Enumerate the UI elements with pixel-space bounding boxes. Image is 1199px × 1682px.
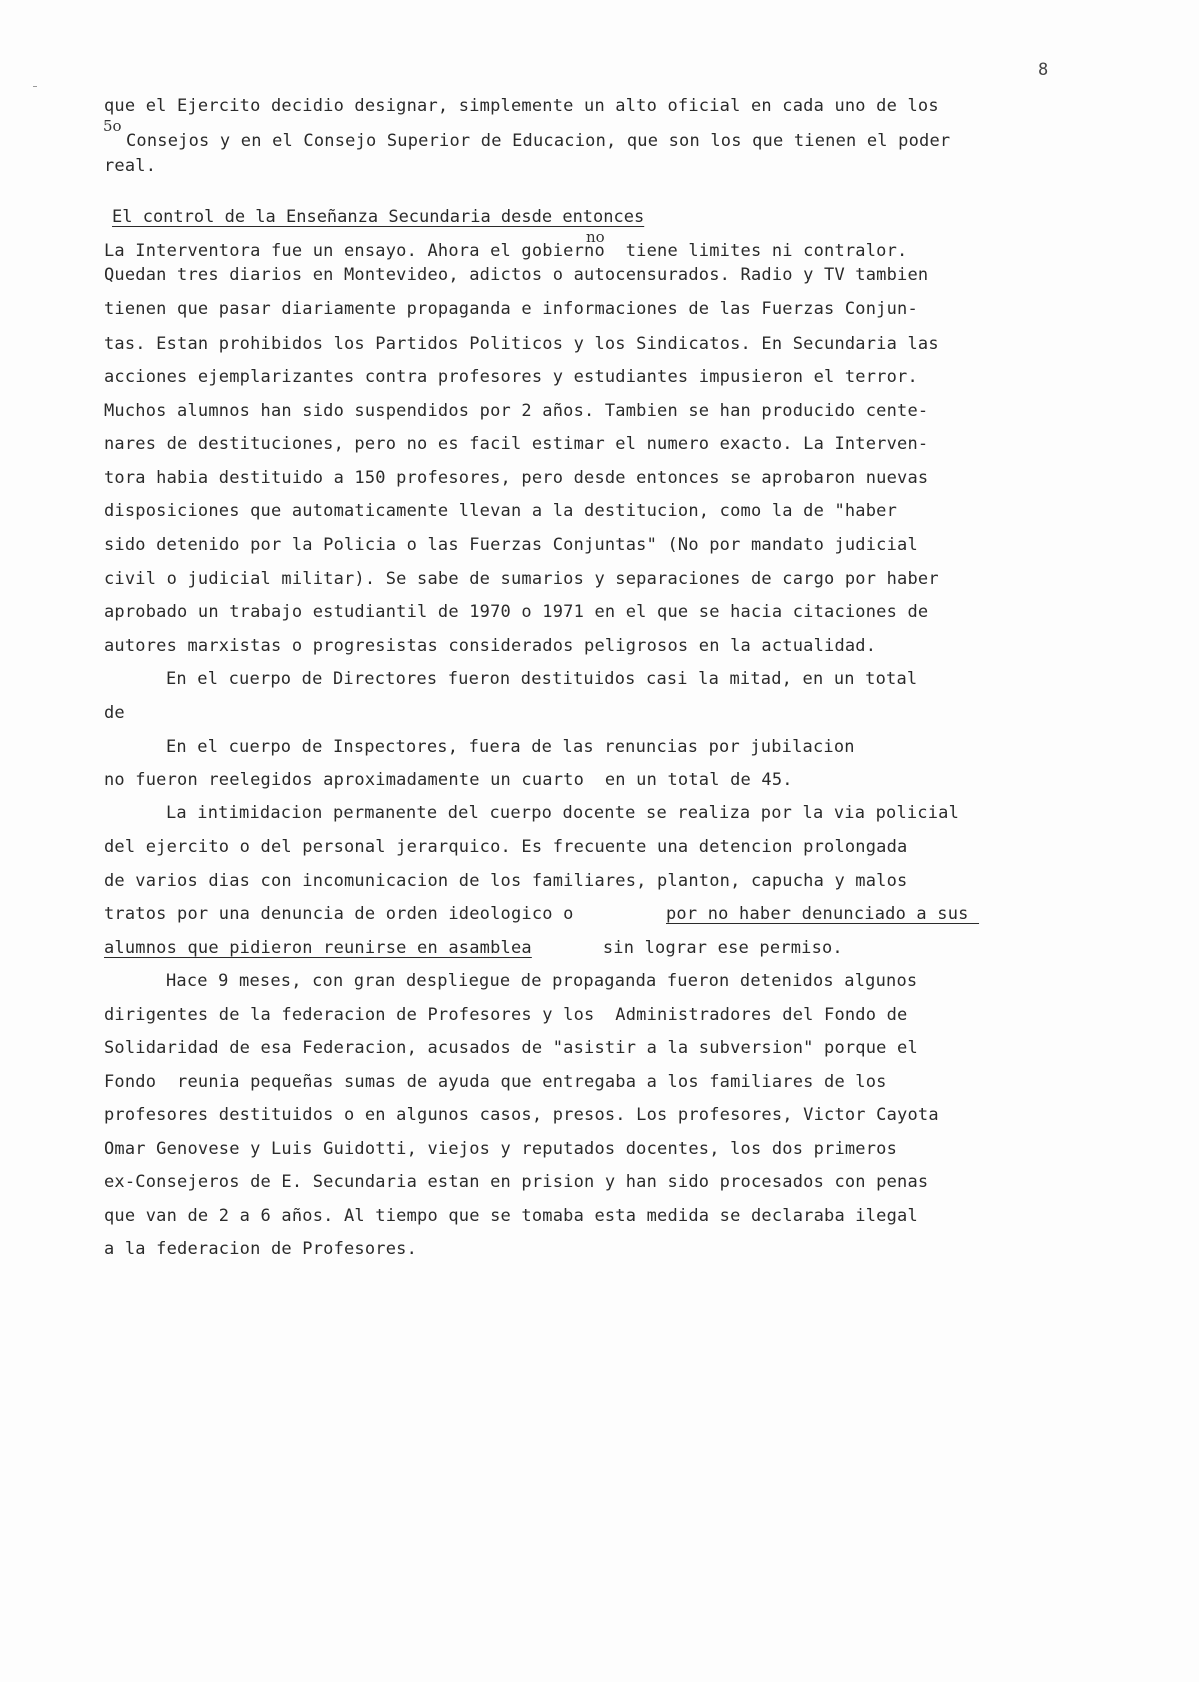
text-line: no fueron reelegidos aproximadamente un cuarto en un total de 45.	[104, 770, 793, 790]
text-line: del ejercito o del personal jerarquico. Es frecuente una detencion prolongada	[104, 837, 908, 857]
text-line: Solidaridad de esa Federacion, acusados de "asistir a la subversion" porque el	[104, 1038, 918, 1058]
text-line: de varios dias con incomunicacion de los familiares, planton, capucha y malos	[104, 871, 908, 891]
text-line: disposiciones que automaticamente llevan a la destitucion, como la de "haber	[104, 501, 898, 521]
text-line: En el cuerpo de Directores fueron destituidos casi la mitad, en un total	[166, 669, 918, 689]
text-line: Consejos y en el Consejo Superior de Educacion, que son los que tienen el poder	[126, 131, 951, 151]
underlined-text: alumnos que pidieron reunirse en asamblea	[104, 938, 532, 958]
text-line: que el Ejercito decidio designar, simplemente un alto oficial en cada uno de los	[104, 96, 939, 116]
margin-mark	[33, 86, 37, 87]
text-line: La intimidacion permanente del cuerpo docente se realiza por la via policial	[166, 803, 960, 823]
text-line: Omar Genovese y Luis Guidotti, viejos y reputados docentes, los dos primeros	[104, 1139, 898, 1159]
text-line: que van de 2 a 6 años. Al tiempo que se tomaba esta medida se declaraba ilegal	[104, 1206, 918, 1226]
handwritten-note: 5o	[103, 117, 122, 135]
text-line: acciones ejemplarizantes contra profesores y estudiantes impusieron el terror.	[104, 367, 918, 387]
text-line: Quedan tres diarios en Montevideo, adictos o autocensurados. Radio y TV tambien	[104, 265, 929, 285]
section-heading: El control de la Enseñanza Secundaria desde entonces	[112, 207, 645, 227]
text-line: ex-Consejeros de E. Secundaria estan en prision y han sido procesados con penas	[104, 1172, 929, 1192]
text-line: tora habia destituido a 150 profesores, pero desde entonces se aprobaron nuevas	[104, 468, 929, 488]
text-line: de	[104, 703, 125, 723]
handwritten-insert: no	[586, 228, 605, 246]
text-line: a la federacion de Profesores.	[104, 1239, 418, 1259]
text-line: dirigentes de la federacion de Profesores y los Administradores del Fondo de	[104, 1005, 908, 1025]
text-line: profesores destituidos o en algunos casos, presos. Los profesores, Victor Cayota	[104, 1105, 939, 1125]
text-line: aprobado un trabajo estudiantil de 1970 o 1971 en el que se hacia citaciones de	[104, 602, 929, 622]
text-line: En el cuerpo de Inspectores, fuera de las renuncias por jubilacion	[166, 737, 855, 757]
text-line: real.	[104, 156, 157, 176]
text-line: nares de destituciones, pero no es facil estimar el numero exacto. La Interven-	[104, 434, 929, 454]
page-number: 8	[1038, 60, 1049, 80]
text-line: civil o judicial militar). Se sabe de sumarios y separaciones de cargo por haber	[104, 569, 939, 589]
text-line: tratos por una denuncia de orden ideologico o	[104, 904, 585, 924]
underlined-text: por no haber denunciado a sus	[666, 904, 980, 924]
text-line: autores marxistas o progresistas considerados peligrosos en la actualidad.	[104, 636, 877, 656]
text-line: Muchos alumnos han sido suspendidos por 2 años. Tambien se han producido cente-	[104, 401, 929, 421]
text-line: tienen que pasar diariamente propaganda e informaciones de las Fuerzas Conjun-	[104, 299, 918, 319]
text-line: sido detenido por la Policia o las Fuerzas Conjuntas" (No por mandato judicial	[104, 535, 918, 555]
text-line: Hace 9 meses, con gran despliegue de propaganda fueron detenidos algunos	[166, 971, 918, 991]
text-line: sin lograr ese permiso.	[582, 938, 843, 958]
text-line: tas. Estan prohibidos los Partidos Politicos y los Sindicatos. En Secundaria las	[104, 334, 939, 354]
text-line: Fondo reunia pequeñas sumas de ayuda que entregaba a los familiares de los	[104, 1072, 887, 1092]
text-line: La Interventora fue un ensayo. Ahora el gobierno tiene limites ni contralor.	[104, 241, 908, 261]
